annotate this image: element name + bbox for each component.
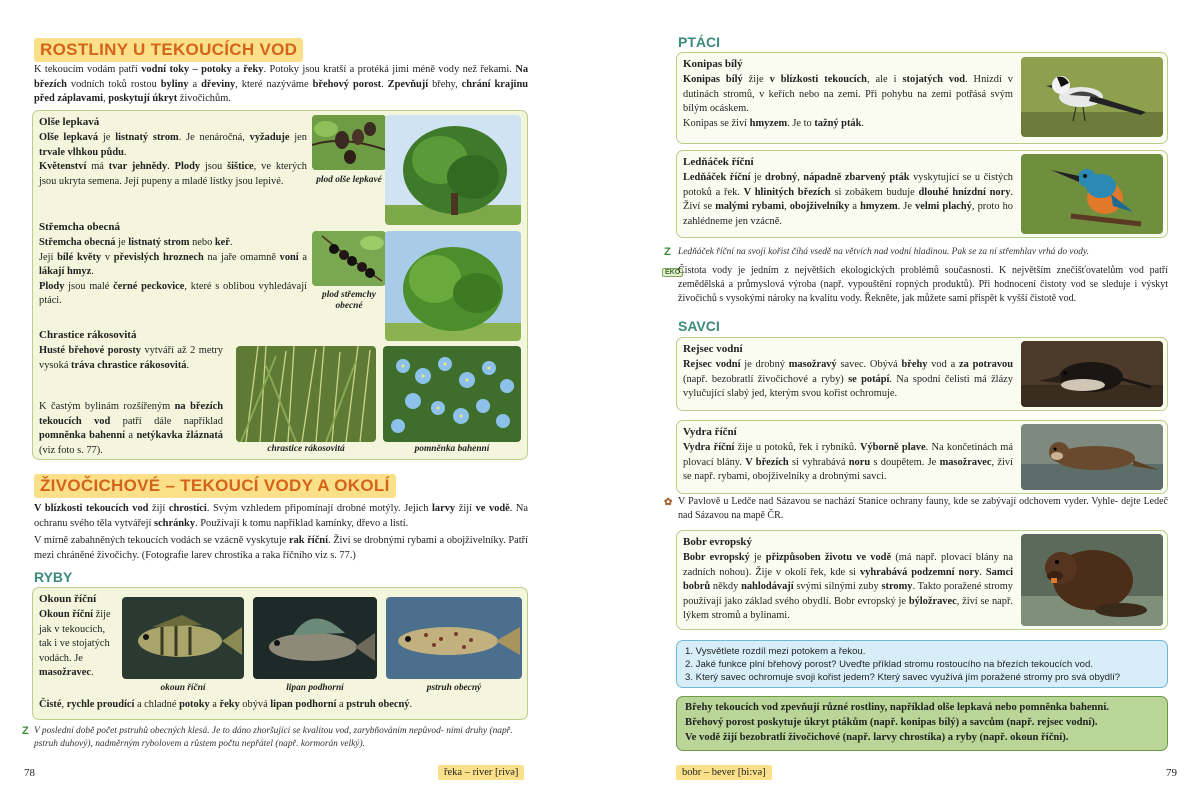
okoun-heading: Okoun říční [39, 593, 97, 605]
vydra-text: Vydra říční žije u potoků, řek i rybníků. Výborně plave. Na končetinách má plovací blány. V březích si vyhrabává noru s doupětem. Je masožravec, živí se např. rybami, obojživelníky a drobnými savci. [683, 442, 1013, 483]
alder-fruit-photo [312, 115, 386, 170]
cherry-fruit-photo [312, 231, 386, 286]
konipas-heading: Konipas bílý [683, 58, 743, 70]
lednacek-text: Ledňáček říční je drobný, nápadně zbarvený pták vyskytující se u čistých potoků a řek. V hlinitých březích si zobákem buduje dlouhé hnízdní nory. Živí se malými rybami, obojživelníky a hmyzem. Je velmi plachý, proto ho zahlédneme jen vzácně. [683, 172, 1014, 227]
strem-heading: Střemcha obecná [39, 221, 120, 233]
rejsec-text: Rejsec vodní je drobný masožravý savec. Obývá břehy vod a za potravou (např. bezobratlí živočichové a ryby) se potápí. Na spodní čelisti má žlázy vylučující slabý jed, kterým svou kořist ochromuje. [683, 359, 1013, 400]
note-z-icon-right: Z [664, 246, 671, 258]
water-shrew-photo [1021, 341, 1163, 407]
grayling-photo [253, 597, 377, 679]
intro-paragraph: K tekoucím vodám patří vodní toky – potoky a řeky. Potoky jsou kratší a protéká jimi méně vody než řekami. Na březích vodních toků rostou byliny a dřeviny, které nazýváme břehový porost. Zpevňují břehy, chrání krajinu před záplavami, poskytují úkryt živočichům. [34, 64, 529, 105]
alder-tree-photo [385, 115, 521, 225]
vydra-heading: Vydra říční [683, 426, 737, 438]
trout-caption: pstruh obecný [426, 683, 482, 693]
summary-box [676, 696, 1168, 751]
reed-canary-grass-photo [236, 346, 376, 442]
grayling-caption: lipan podhorní [286, 683, 344, 693]
note-lednacek: Ledňáček říční na svoji kořist číhá vsedě na větvích nad vodní hladinou. Pak se za ní střemhlav vrhá do vody. [678, 247, 1089, 257]
left-page [0, 0, 580, 803]
section-title-ryby: RYBY [34, 569, 73, 585]
section-title-zivocichove: ŽIVOČICHOVÉ – TEKOUCÍ VODY A OKOLÍ [34, 474, 396, 498]
trout-photo [386, 597, 522, 679]
question-1: 1. Vysvětlete rozdíl mezi potokem a řekou. [685, 646, 866, 657]
note-pavlov: V Pavlově u Ledče nad Sázavou se nachází Stanice ochrany fauny, kde se zabývají odchovem vyder. Vyhle- dejte Ledeč nad Sázavou na mapě ČR. [678, 496, 1168, 522]
olse-text: Olše lepkavá je listnatý strom. Je nenáročná, vyžaduje jen trvale vlhkou půdu. Květenství má tvar jehnědy. Plody jsou šištice, ve kterých jsou ukryta semena. Její pupeny a mladé lístky jsou lepivé. [39, 132, 307, 187]
zivocichove-paragraph-1: V blízkosti tekoucích vod žijí chrostíci. Svým vzhledem připomínají drobné motýly. Jejich larvy žijí ve vodě. Na ochranu svého těla vytvářejí schránky. Používají k tomu například kamínky, dřevo a listí. [34, 503, 529, 529]
cherry-fruit-caption: plod střemchy obecné [322, 290, 376, 311]
konipas-text: Konipas bílý žije v blízkosti tekoucích, ale i stojatých vod. Hnízdí v dutinách stromů, v keřích nebo na zemi. Při pohybu na zemi potřásá svým bílým ocáskem. Konipas se živí hmyzem. Je to tažný pták. [683, 74, 1013, 129]
section-title-savci: SAVCI [678, 318, 720, 334]
olse-heading: Olše lepkavá [39, 116, 100, 128]
kingfisher-photo [1021, 154, 1163, 234]
bylinky-text: K častým bylinám rozšířeným na březích tekoucích vod patří dále například pomněnka bahenní a netýkavka žláznatá (viz foto s. 77). [39, 401, 224, 456]
perch-photo [122, 597, 244, 679]
note-z-icon: Z [22, 725, 29, 737]
questions-box [676, 640, 1168, 688]
chrastice-text: Husté břehové porosty vytváří až 2 metry vysoká tráva chrastice rákosovitá. [39, 345, 224, 371]
forget-me-not-caption: pomněnka bahenní [414, 444, 490, 454]
lednacek-heading: Ledňáček říční [683, 156, 754, 168]
question-3: 3. Který savec ochromuje svoji kořist jedem? Který savec využívá jím poražené stromy pro svá obydlí? [685, 672, 1121, 683]
summary-line-2: Břehový porost poskytuje úkryt ptákům (např. konipas bílý) a savcům (např. rejsec vodní). [685, 717, 1098, 728]
cherry-tree-photo [385, 231, 521, 341]
bobr-heading: Bobr evropský [683, 536, 752, 548]
dictionary-box-left: řeka – river [rivə] [438, 765, 524, 780]
paw-icon: ✿ [664, 497, 673, 508]
bobr-text: Bobr evropský je přizpůsoben životu ve vodě (má např. plovací blány na zadních nohou). Žije v okolí řek, kde si vyhrabává podzemní nory. Samci bobrů někdy nahlodávají svými silnými zuby stromy. Takto poražené stromy používají jako základ svého obydlí. Bobr evropský je býložravec, živí se např. lýkem stromů a bylinami. [683, 552, 1014, 622]
right-page [620, 0, 1200, 803]
zivocichove-paragraph-2: V mírně zabahněných tekoucích vodách se vzácně vyskytuje rak říční. Živí se drobnými rybami a obojživelníky. Patří mezi chráněné živočichy. (Fotografie larev chrostíka a raka říčního viz s. 77.) [34, 535, 528, 561]
page-number-right: 79 [1166, 767, 1177, 779]
rejsec-heading: Rejsec vodní [683, 343, 743, 355]
reed-caption: chrastice rákosovitá [267, 444, 345, 454]
beaver-photo [1021, 534, 1163, 626]
trout-text: Čisté, rychle proudící a chladné potoky a řeky obývá lipan podhorní a pstruh obecný. [39, 699, 413, 710]
okoun-text: Okoun říční žije jak v tekoucích, tak i ve stojatých vodách. Je masožravec. [39, 609, 111, 679]
wagtail-photo [1021, 57, 1163, 137]
chrastice-heading: Chrastice rákosovitá [39, 329, 137, 341]
note-trout: V poslední době počet pstruhů obecných klesá. Je to dáno zhoršující se kvalitou vod, zarybňováním nepůvod- ními druhy (např. pstruh duhový), nadměrným rybolovem a růstem počtu nepřátel (např. kormorán velký). [34, 726, 513, 749]
alder-fruit-caption: plod olše lepkavé [316, 175, 382, 185]
section-title-rostliny: ROSTLINY U TEKOUCÍCH VOD [34, 38, 303, 62]
summary-line-1: Břehy tekoucích vod zpevňují různé rostliny, například olše lepkavá nebo pomněnka bahenní. [685, 702, 1109, 713]
summary-line-3: Ve vodě žijí bezobratlí živočichové (např. larvy chrostíka) a ryby (např. okoun říční). [685, 732, 1069, 743]
otter-photo [1021, 424, 1163, 490]
eko-paragraph: Čistota vody je jedním z největších ekologických problémů současnosti. K největším znečišťovatelům vod patří zemědělská a průmyslová výroba (např. vypouštění ropných produktů). Při hodnocení čistoty vod se sleduje i výskyt živočichů s vysokými nároky na kvalitu vody. Řekněte, jak můžete sami přispět k vyšší čistotě vod. [678, 265, 1168, 305]
page-number-left: 78 [24, 767, 35, 779]
forget-me-not-photo [383, 346, 521, 442]
perch-caption: okoun říční [160, 683, 206, 693]
question-2: 2. Jaké funkce plní břehový porost? Uveďte příklad stromu rostoucího na březích tekoucích vod. [685, 659, 1093, 670]
eko-badge: EKO [662, 268, 683, 277]
section-title-ptaci: PTÁCI [678, 34, 720, 50]
dictionary-box-right: bobr – bever [bi:və] [676, 765, 772, 780]
strem-text: Střemcha obecná je listnatý strom nebo keř. Její bílé květy v převislých hroznech na jaře omamně voní a lákají hmyz. Plody jsou malé černé peckovice, které s oblibou vyhledávají ptáci. [39, 237, 307, 307]
